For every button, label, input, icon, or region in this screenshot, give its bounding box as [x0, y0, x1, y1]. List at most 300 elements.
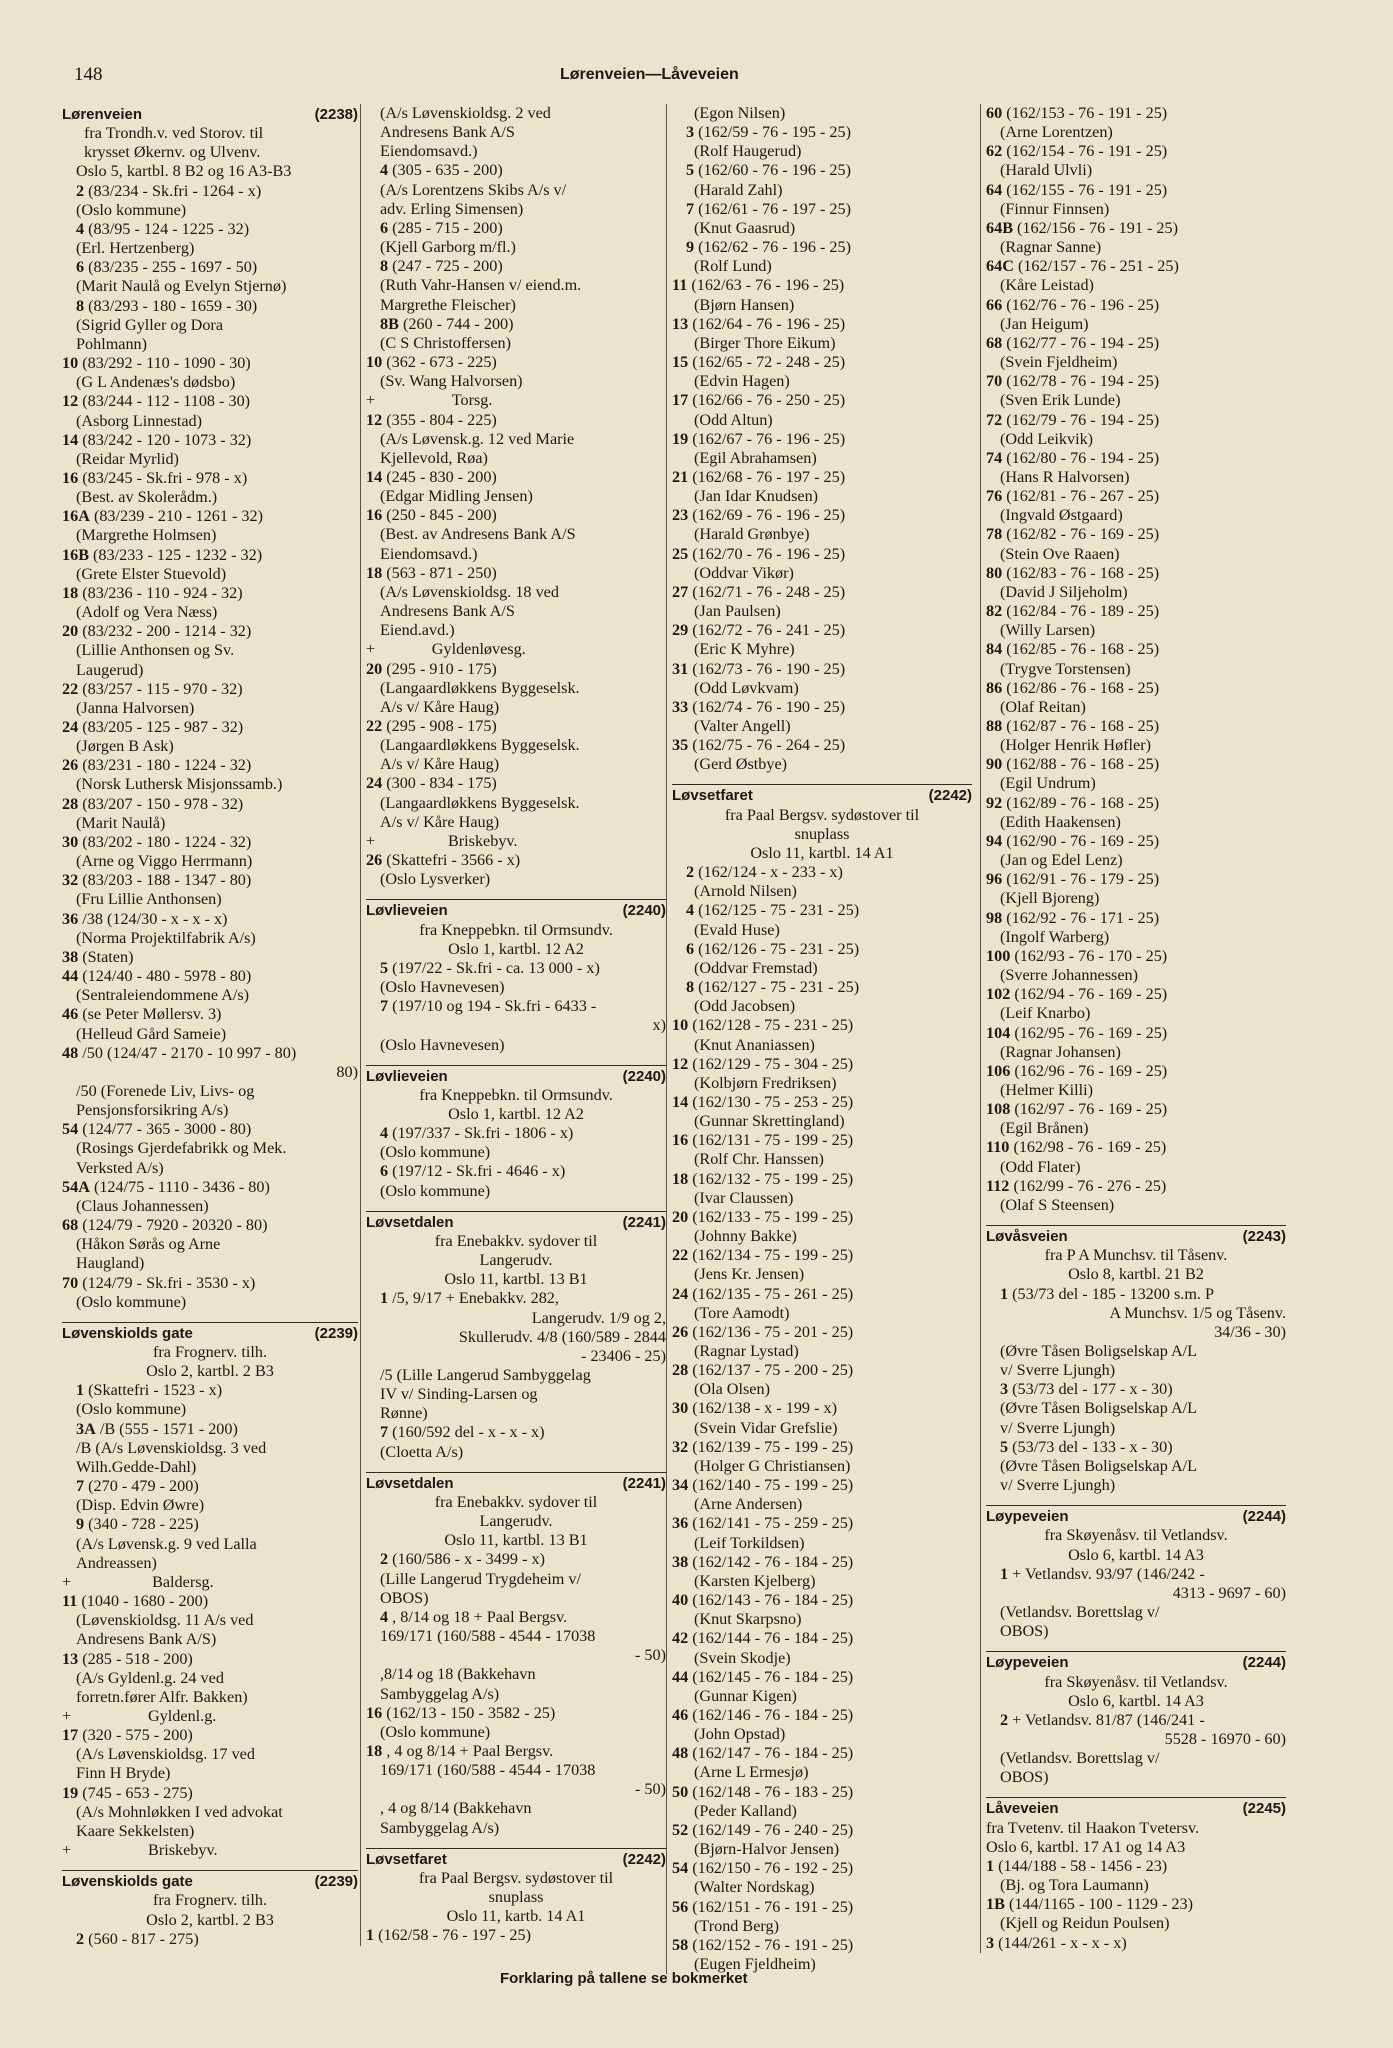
line-text: 169/171 (160/588 - 4544 - 17038 — [380, 1761, 596, 1780]
house-number: 86 — [986, 678, 1003, 697]
line-text: (162/154 - 76 - 191 - 25) — [1002, 142, 1168, 161]
line-text: (162/66 - 76 - 250 - 25) — [688, 391, 846, 410]
entry-line — [62, 1841, 358, 1860]
line-text: (Margrethe Holmsen) — [76, 526, 217, 545]
entry-line — [366, 583, 666, 602]
entry-line — [366, 1251, 666, 1270]
street-name: Løypeveien — [986, 1654, 1069, 1672]
house-number: 6 — [76, 258, 85, 277]
address-line — [62, 1650, 358, 1669]
house-number: 64C — [986, 257, 1014, 276]
address-line — [672, 621, 972, 640]
address-line — [986, 640, 1286, 659]
line-text: (A/s Løvenskioldsg. 2 ved — [380, 104, 551, 122]
line-text: (Willy Larsen) — [1000, 621, 1096, 640]
address-line — [672, 1131, 972, 1150]
line-text: (162/60 - 76 - 196 - 25) — [694, 161, 851, 180]
house-number: 24 — [62, 718, 79, 736]
entry-line — [366, 832, 666, 851]
line-text: (A/s Gyldenl.g. 24 ved — [76, 1668, 224, 1687]
address-line — [62, 680, 358, 699]
line-text: (83/234 - Sk.fri - 1264 - x) — [84, 181, 262, 200]
entry-line — [986, 1692, 1286, 1711]
address-line — [986, 334, 1286, 353]
address-line — [986, 142, 1286, 161]
address-line — [986, 947, 1286, 966]
address-line — [672, 736, 972, 755]
line-text: (Ola Olsen) — [694, 1380, 770, 1399]
line-text: (Øvre Tåsen Boligselskap A/L — [1000, 1342, 1198, 1360]
line-text: (Egil Abrahamsen) — [694, 448, 817, 467]
entry-line — [62, 1707, 358, 1726]
entry-line — [366, 755, 666, 774]
entry-line — [986, 698, 1286, 717]
line-text: fra Tvetenv. til Haakon Tvetersv. — [986, 1818, 1200, 1837]
street-heading — [62, 104, 358, 124]
line-text: (Oslo kommune) — [76, 1400, 187, 1419]
line-text: Oslo 8, kartbl. 21 B2 — [1068, 1265, 1204, 1284]
house-number: 54A — [62, 1177, 90, 1196]
street-code: (2244) — [1242, 1654, 1286, 1672]
house-number: 26 — [62, 756, 79, 775]
address-line — [986, 1024, 1286, 1043]
house-number: 28 — [672, 1361, 689, 1380]
entry-line — [62, 661, 358, 680]
house-number: 78 — [986, 525, 1003, 544]
footer-note: Forklaring på tallene se bokmerket — [500, 1970, 748, 1987]
house-number: 20 — [62, 622, 79, 641]
line-text: (Walter Nordskag) — [694, 1878, 815, 1897]
entry-line — [62, 1159, 358, 1178]
house-number: 106 — [986, 1061, 1011, 1080]
house-number: 50 — [672, 1782, 689, 1801]
entry-line — [672, 844, 972, 863]
entry-line — [62, 1911, 358, 1930]
house-number: 1B — [986, 1895, 1005, 1914]
address-line — [986, 1711, 1286, 1730]
house-number: 54 — [672, 1859, 689, 1878]
line-text: (83/231 - 180 - 1224 - 32) — [78, 756, 252, 775]
entry-line — [986, 813, 1286, 832]
line-text: ,8/14 og 18 (Bakkehavn — [380, 1665, 536, 1684]
street-name: Løvlieveien — [366, 1067, 448, 1085]
address-line — [62, 1216, 358, 1235]
entry-line — [986, 353, 1286, 372]
entry-line — [672, 1150, 972, 1169]
line-text: (162/58 - 76 - 197 - 25) — [374, 1926, 531, 1945]
entry-line — [672, 882, 972, 901]
street-name: Låveveien — [986, 1800, 1059, 1818]
line-text: (Ivar Claussen) — [694, 1188, 794, 1207]
address-line — [62, 1005, 358, 1024]
house-number: 4 — [686, 901, 695, 920]
line-text: x) — [652, 1016, 666, 1035]
house-number: 1 — [1000, 1564, 1009, 1583]
street-code: (2239) — [314, 1873, 358, 1891]
line-text: - 50) — [634, 1780, 666, 1799]
address-line — [672, 583, 972, 602]
house-number: 102 — [986, 985, 1011, 1004]
street-name: Løvenskiolds gate — [62, 1324, 193, 1342]
line-text: fra Frognerv. tilh. — [152, 1891, 268, 1910]
line-text: (83/257 - 115 - 970 - 32) — [78, 679, 243, 698]
line-text: (Sv. Wang Halvorsen) — [380, 372, 523, 391]
entry-line — [366, 1761, 666, 1780]
line-text: + Gyldenl.g. — [62, 1706, 217, 1725]
street-code: (2244) — [1242, 1508, 1286, 1526]
house-number: 112 — [986, 1176, 1010, 1195]
line-text: (162/70 - 76 - 196 - 25) — [688, 544, 846, 563]
address-line — [986, 794, 1286, 813]
address-line — [366, 774, 666, 793]
house-number: 104 — [986, 1023, 1011, 1042]
entry-line — [62, 1630, 358, 1649]
line-text: (Rolf Lund) — [694, 257, 772, 276]
entry-line — [986, 966, 1286, 985]
line-text: Pensjonsforsikring A/s) — [76, 1101, 229, 1120]
address-line — [366, 1162, 666, 1181]
line-text: (Harald Zahl) — [694, 180, 783, 199]
entry-line — [366, 1888, 666, 1907]
line-text: (162/93 - 76 - 170 - 25) — [1010, 946, 1168, 965]
line-text: (Bj. og Tora Laumann) — [1000, 1876, 1149, 1895]
address-line — [672, 276, 972, 295]
line-text: (Jørgen B Ask) — [76, 737, 174, 756]
address-line — [366, 1124, 666, 1143]
address-line — [986, 1138, 1286, 1157]
line-text: (162/130 - 75 - 253 - 25) — [688, 1092, 854, 1111]
address-line — [366, 959, 666, 978]
line-text: (Langaardløkkens Byggeselsk. — [380, 736, 580, 755]
line-text: (Odd Altun) — [694, 410, 773, 429]
line-text: (Finnur Finnsen) — [1000, 199, 1110, 218]
entry-line — [986, 315, 1286, 334]
address-line — [62, 354, 358, 373]
line-text: 34/36 - 30) — [1214, 1322, 1286, 1341]
line-text: Andresens Bank A/S) — [76, 1630, 217, 1649]
address-line — [672, 1170, 972, 1189]
line-text: (Oslo kommune) — [76, 1292, 187, 1311]
line-text: (David J Siljeholm) — [1000, 582, 1128, 601]
entry-line — [986, 1730, 1286, 1749]
entry-line — [672, 1112, 972, 1131]
address-line — [366, 257, 666, 276]
entry-line — [62, 239, 358, 258]
house-number: 22 — [672, 1246, 689, 1265]
line-text: (53/73 del - 133 - x - 30) — [1008, 1437, 1173, 1456]
entry-line — [986, 123, 1286, 142]
address-line — [986, 411, 1286, 430]
house-number: 100 — [986, 946, 1011, 965]
line-text: (162/88 - 76 - 168 - 25) — [1002, 755, 1160, 774]
line-text: + Baldersg. — [62, 1572, 214, 1591]
column-2 — [360, 104, 666, 1946]
address-line — [986, 1438, 1286, 1457]
line-text: Langerudv. — [479, 1251, 553, 1270]
entry-line — [62, 412, 358, 431]
house-number: 68 — [62, 1216, 79, 1235]
street-entry — [986, 104, 1286, 1215]
line-text: (Sentraleiendommene A/s) — [76, 986, 250, 1005]
line-text: (124/79 - Sk.fri - 3530 - x) — [78, 1273, 256, 1292]
entry-line — [672, 1265, 972, 1284]
entry-line — [672, 1227, 972, 1246]
house-number: 17 — [672, 391, 689, 410]
line-text: (83/205 - 125 - 987 - 32) — [78, 718, 244, 736]
entry-line — [986, 736, 1286, 755]
line-text: (162/77 - 76 - 194 - 25) — [1002, 333, 1160, 352]
entry-line — [672, 1878, 972, 1897]
line-text: (162/91 - 76 - 179 - 25) — [1002, 870, 1160, 889]
line-text: (340 - 728 - 225) — [84, 1515, 199, 1534]
line-text: Finn H Bryde) — [76, 1764, 171, 1783]
line-text: (53/73 del - 177 - x - 30) — [1008, 1380, 1173, 1399]
address-line — [62, 795, 358, 814]
house-number: 15 — [672, 353, 689, 372]
house-number: 76 — [986, 487, 1003, 506]
entry-line — [62, 335, 358, 354]
line-text: /50 (124/47 - 2170 - 10 997 - 80) — [78, 1043, 297, 1062]
entry-line — [366, 525, 666, 544]
line-text: (305 - 635 - 200) — [388, 161, 503, 180]
line-text: Andresens Bank A/S — [380, 123, 515, 142]
line-text: Oslo 1, kartbl. 12 A2 — [448, 1104, 584, 1123]
address-line — [366, 1926, 666, 1945]
house-number: 1 — [366, 1926, 375, 1945]
line-text: (162/149 - 76 - 240 - 25) — [688, 1820, 854, 1839]
house-number: 2 — [1000, 1710, 1009, 1729]
house-number: 66 — [986, 295, 1003, 314]
line-text: (162/90 - 76 - 169 - 25) — [1002, 831, 1160, 850]
street-code: (2238) — [314, 106, 358, 123]
entry-line — [62, 1611, 358, 1630]
address-line — [672, 1706, 972, 1725]
line-text: (Oslo kommune) — [380, 1181, 491, 1200]
address-line — [986, 219, 1286, 238]
line-text: (162/65 - 72 - 248 - 25) — [688, 353, 846, 372]
line-text: Pohlmann) — [76, 334, 148, 353]
line-text: (Sven Erik Lunde) — [1000, 391, 1121, 410]
line-text: (A/s Løvenskioldsg. 17 ved — [76, 1745, 255, 1764]
line-text: (162/61 - 76 - 197 - 25) — [694, 199, 851, 218]
line-text: 4313 - 9697 - 60) — [1172, 1583, 1286, 1602]
address-line — [672, 660, 972, 679]
address-line — [62, 1420, 358, 1439]
house-number: 7 — [380, 1423, 389, 1442]
address-line — [366, 411, 666, 430]
address-line — [62, 1515, 358, 1534]
address-line — [672, 1208, 972, 1227]
line-text: (Cloetta A/s) — [380, 1442, 464, 1461]
line-text: (Sverre Johannessen) — [1000, 966, 1138, 985]
line-text: (Holger Henrik Høfler) — [1000, 736, 1152, 755]
address-line — [62, 1726, 358, 1745]
entry-line — [62, 1669, 358, 1688]
entry-line — [986, 1399, 1286, 1418]
line-text: Kaare Sekkelsten) — [76, 1821, 195, 1840]
entry-line — [366, 545, 666, 564]
house-number: 26 — [672, 1322, 689, 1341]
house-number: 13 — [62, 1649, 79, 1668]
line-text: (124/79 - 7920 - 20320 - 80) — [78, 1216, 268, 1235]
line-text: (Lillie Anthonsen og Sv. — [76, 641, 235, 660]
house-number: 110 — [986, 1138, 1010, 1157]
line-text: (197/10 og 194 - Sk.fri - 6433 - — [388, 997, 597, 1016]
line-text: (260 - 744 - 200) — [398, 314, 514, 333]
entry-line — [986, 851, 1286, 870]
line-text: (Oslo kommune) — [380, 1143, 491, 1162]
entry-line — [672, 1725, 972, 1744]
line-text: (Harald Ulvli) — [1000, 161, 1093, 180]
entry-line — [366, 698, 666, 717]
entry-line — [366, 813, 666, 832]
entry-line — [62, 814, 358, 833]
house-number: 58 — [672, 1935, 689, 1954]
entry-line — [366, 1493, 666, 1512]
address-line — [62, 622, 358, 641]
line-text: (Vetlandsv. Borettslag v/ — [1000, 1603, 1160, 1622]
line-text: (162/87 - 76 - 168 - 25) — [1002, 717, 1160, 735]
street-heading — [366, 1211, 666, 1232]
house-number: 6 — [380, 1162, 389, 1181]
entry-line — [62, 201, 358, 220]
line-text: (1040 - 1680 - 200) — [77, 1592, 209, 1611]
line-text: (A/s Løvensk.g. 9 ved Lalla — [76, 1534, 257, 1553]
line-text: (Egon Nilsen) — [694, 104, 786, 122]
street-code: (2242) — [622, 1850, 666, 1868]
line-text: (162/79 - 76 - 194 - 25) — [1002, 410, 1160, 429]
house-number: 16 — [62, 468, 79, 487]
line-text: , 4 og 8/14 (Bakkehavn — [380, 1799, 532, 1818]
entry-line — [672, 104, 972, 123]
address-line — [672, 978, 972, 997]
house-number: 10 — [62, 354, 79, 373]
street-heading — [366, 1472, 666, 1493]
address-line — [62, 182, 358, 201]
house-number: 31 — [672, 659, 689, 678]
line-text: (Harald Grønbye) — [694, 525, 810, 544]
line-text: (162/96 - 76 - 169 - 25) — [1010, 1061, 1168, 1080]
entry-line — [986, 660, 1286, 679]
line-text: (Oddvar Vikør) — [694, 563, 794, 582]
line-text: (162/69 - 76 - 196 - 25) — [688, 506, 846, 525]
line-text: fra Kneppebkn. til Ormsundv. — [419, 1085, 613, 1104]
entry-line — [366, 1570, 666, 1589]
line-text: /B (A/s Løvenskioldsg. 3 ved — [76, 1438, 267, 1457]
entry-line — [672, 1917, 972, 1936]
address-line — [986, 181, 1286, 200]
address-line — [986, 1285, 1286, 1304]
line-text: (Langaardløkkens Byggeselsk. — [380, 793, 580, 812]
house-number: 7 — [76, 1477, 85, 1496]
house-number: 22 — [62, 679, 79, 698]
address-line — [62, 1044, 358, 1063]
house-number: 72 — [986, 410, 1003, 429]
address-line — [672, 238, 972, 257]
line-text: (162/73 - 76 - 190 - 25) — [688, 659, 846, 678]
line-text: (162/138 - x - 199 - x) — [688, 1399, 837, 1418]
line-text: (Leif Knarbo) — [1000, 1004, 1091, 1023]
street-heading — [986, 1797, 1286, 1818]
house-number: 1 — [1000, 1284, 1009, 1303]
address-line — [986, 602, 1286, 621]
address-line — [672, 1055, 972, 1074]
house-number: 68 — [986, 333, 1003, 352]
entry-line — [366, 602, 666, 621]
line-text: A Munchsv. 1/5 og Tåsenv. — [1109, 1303, 1286, 1322]
entry-line — [366, 621, 666, 640]
entry-line — [366, 449, 666, 468]
entry-line — [62, 986, 358, 1005]
house-number: 82 — [986, 602, 1003, 621]
line-text: fra Paal Bergsv. sydøstover til — [418, 1868, 614, 1887]
street-heading — [62, 1322, 358, 1343]
entry-line — [62, 1063, 358, 1082]
address-line — [62, 297, 358, 316]
line-text: (83/233 - 125 - 1232 - 32) — [89, 545, 263, 564]
house-number: 14 — [62, 430, 79, 449]
line-text: (Gerd Østbye) — [694, 755, 788, 774]
address-line — [366, 353, 666, 372]
entry-line — [366, 142, 666, 161]
street-entry — [366, 1848, 666, 1946]
line-text: (Hans R Halvorsen) — [1000, 467, 1130, 486]
line-text: A/s v/ Kåre Haug) — [380, 755, 500, 774]
entry-line — [366, 1328, 666, 1347]
house-number: 10 — [672, 1016, 689, 1035]
entry-line — [672, 1074, 972, 1093]
line-text: (Edith Haakensen) — [1000, 812, 1121, 831]
entry-line — [366, 391, 666, 410]
line-text: (162/127 - 75 - 231 - 25) — [694, 978, 860, 997]
line-text: (Ingolf Warberg) — [1000, 927, 1110, 946]
line-text: (A/s Løvenskioldsg. 18 ved — [380, 582, 559, 601]
entry-line — [62, 143, 358, 162]
address-line — [62, 1178, 358, 1197]
entry-line — [986, 1246, 1286, 1265]
entry-line — [986, 1323, 1286, 1342]
address-line — [672, 200, 972, 219]
address-line — [366, 315, 666, 334]
line-text: (162/155 - 76 - 191 - 25) — [1002, 180, 1168, 199]
line-text: (560 - 817 - 275) — [84, 1929, 199, 1948]
line-text: (Ingvald Østgaard) — [1000, 506, 1123, 525]
address-line — [62, 1930, 358, 1949]
house-number: 33 — [672, 697, 689, 716]
line-text: (Kjell Garborg m/fl.) — [380, 238, 516, 257]
address-line — [986, 525, 1286, 544]
line-text: (Olaf S Steensen) — [1000, 1195, 1115, 1214]
house-number: 92 — [986, 793, 1003, 812]
house-number: 3 — [986, 1933, 995, 1952]
line-text: (162/157 - 76 - 251 - 25) — [1013, 257, 1179, 276]
line-text: (Disp. Edvin Øwre) — [76, 1496, 205, 1515]
street-name: Lørenveien — [62, 106, 143, 123]
line-text: Sambyggelag A/s) — [380, 1818, 500, 1837]
address-line — [986, 1895, 1286, 1914]
entry-line — [366, 1685, 666, 1704]
address-line — [986, 1062, 1286, 1081]
house-number: 5 — [380, 958, 389, 977]
line-text: 5528 - 16970 - 60) — [1164, 1729, 1286, 1748]
address-line — [986, 296, 1286, 315]
entry-line — [986, 200, 1286, 219]
line-text: (124/77 - 365 - 3000 - 80) — [78, 1120, 252, 1139]
street-entry — [986, 1797, 1286, 1952]
line-text: (Leif Torkildsen) — [694, 1533, 805, 1552]
entry-line — [366, 1819, 666, 1838]
line-text: (162/135 - 75 - 261 - 25) — [688, 1284, 854, 1303]
